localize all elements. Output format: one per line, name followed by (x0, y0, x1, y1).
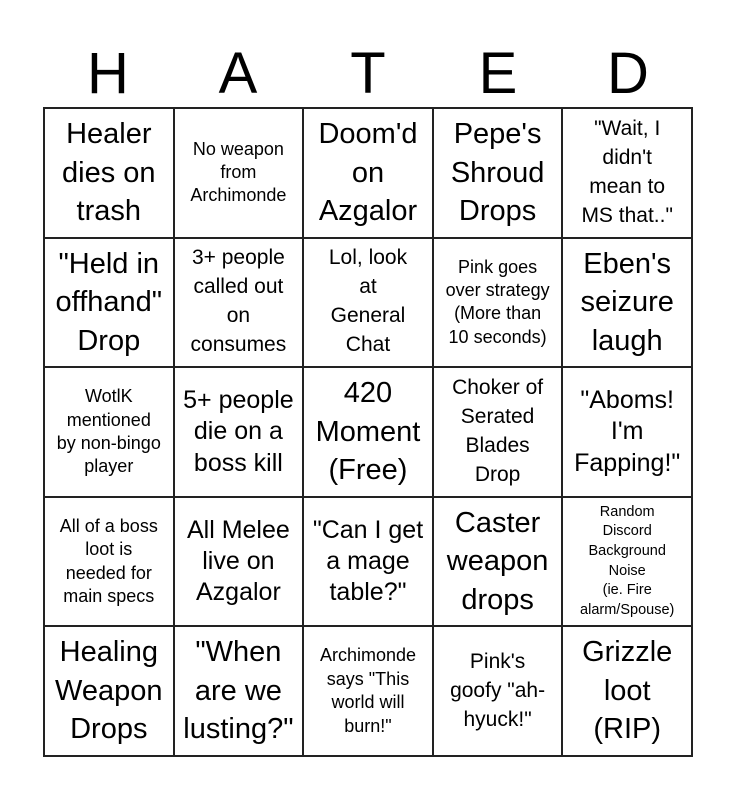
bingo-cell[interactable] (562, 626, 692, 756)
bingo-cell[interactable] (303, 367, 433, 497)
bingo-cell[interactable] (174, 497, 304, 627)
bingo-cell-text: WotlK mentioned by non-bingo player (56, 386, 161, 477)
bingo-cell[interactable] (433, 626, 563, 756)
header-letter-d: D (607, 41, 649, 106)
bingo-cell[interactable] (303, 497, 433, 627)
bingo-cell[interactable] (44, 367, 174, 497)
bingo-cell-text: Random Discord Background Noise (ie. Fire alarm/Spouse) (580, 503, 675, 618)
bingo-cell[interactable] (562, 238, 692, 368)
bingo-cell-text: All of a boss loot is needed for main specs (59, 515, 158, 606)
bingo-cell[interactable] (44, 497, 174, 627)
bingo-cell[interactable] (562, 108, 692, 238)
bingo-cell-text: Eben's seizure laugh (580, 247, 674, 357)
bingo-cell[interactable] (433, 108, 563, 238)
bingo-cell[interactable] (44, 108, 174, 238)
header-letter-t: T (350, 41, 386, 106)
bingo-cell[interactable] (562, 497, 692, 627)
bingo-cell-text: No weapon from Archimonde (190, 138, 287, 206)
bingo-cell-text: All Melee live on Azgalor (186, 515, 290, 607)
header-letter-a: A (218, 41, 258, 106)
bingo-cell-text: "Aboms! I'm Fapping!" (574, 386, 681, 477)
bingo-cell-text: 3+ people called out on consumes (190, 246, 287, 357)
bingo-cell[interactable] (433, 367, 563, 497)
bingo-cell-text: Pepe's Shroud Drops (450, 117, 545, 228)
bingo-cell-text: Archimonde says "This world will burn!" (319, 645, 417, 736)
bingo-cell-text: "Can I get a mage table?" (312, 515, 424, 607)
bingo-cell[interactable] (174, 238, 304, 368)
bingo-cell-text: "When are we lusting?" (183, 636, 294, 746)
header-letter-h: H (87, 41, 129, 106)
bingo-cell-text: Caster weapon drops (446, 506, 549, 616)
bingo-cell-text: 420 Moment (Free) (315, 377, 421, 487)
bingo-cell[interactable] (433, 497, 563, 627)
bingo-cell-text: Doom'd on Azgalor (318, 117, 418, 228)
bingo-cell-text: Grizzle loot (RIP) (582, 636, 673, 746)
bingo-cell-text: "Wait, I didn't mean to MS that.." (581, 116, 673, 227)
bingo-cell[interactable] (44, 626, 174, 756)
bingo-cell-text: Pink goes over strategy (More than 10 seconds) (445, 256, 550, 347)
bingo-cell[interactable] (562, 367, 692, 497)
bingo-header (43, 40, 693, 108)
bingo-cell-text: 5+ people die on a boss kill (183, 386, 294, 477)
bingo-cell-text: Pink's goofy "ah- hyuck!" (450, 649, 546, 731)
bingo-cell[interactable] (303, 238, 433, 368)
bingo-board (43, 107, 693, 757)
bingo-cell[interactable] (174, 367, 304, 497)
bingo-cell-text: Healer dies on trash (62, 117, 156, 228)
bingo-cell[interactable] (303, 626, 433, 756)
bingo-cell-text: Choker of Serated Blades Drop (452, 376, 544, 486)
bingo-cell[interactable] (174, 108, 304, 238)
bingo-cell-text: Lol, look at General Chat (328, 246, 408, 357)
header-letter-e: E (478, 41, 518, 106)
bingo-cell[interactable] (44, 238, 174, 368)
bingo-cell[interactable] (433, 238, 563, 368)
bingo-cell[interactable] (303, 108, 433, 238)
bingo-cell-text: Healing Weapon Drops (55, 636, 163, 746)
bingo-cell-text: "Held in offhand" Drop (55, 247, 163, 357)
bingo-cell[interactable] (174, 626, 304, 756)
